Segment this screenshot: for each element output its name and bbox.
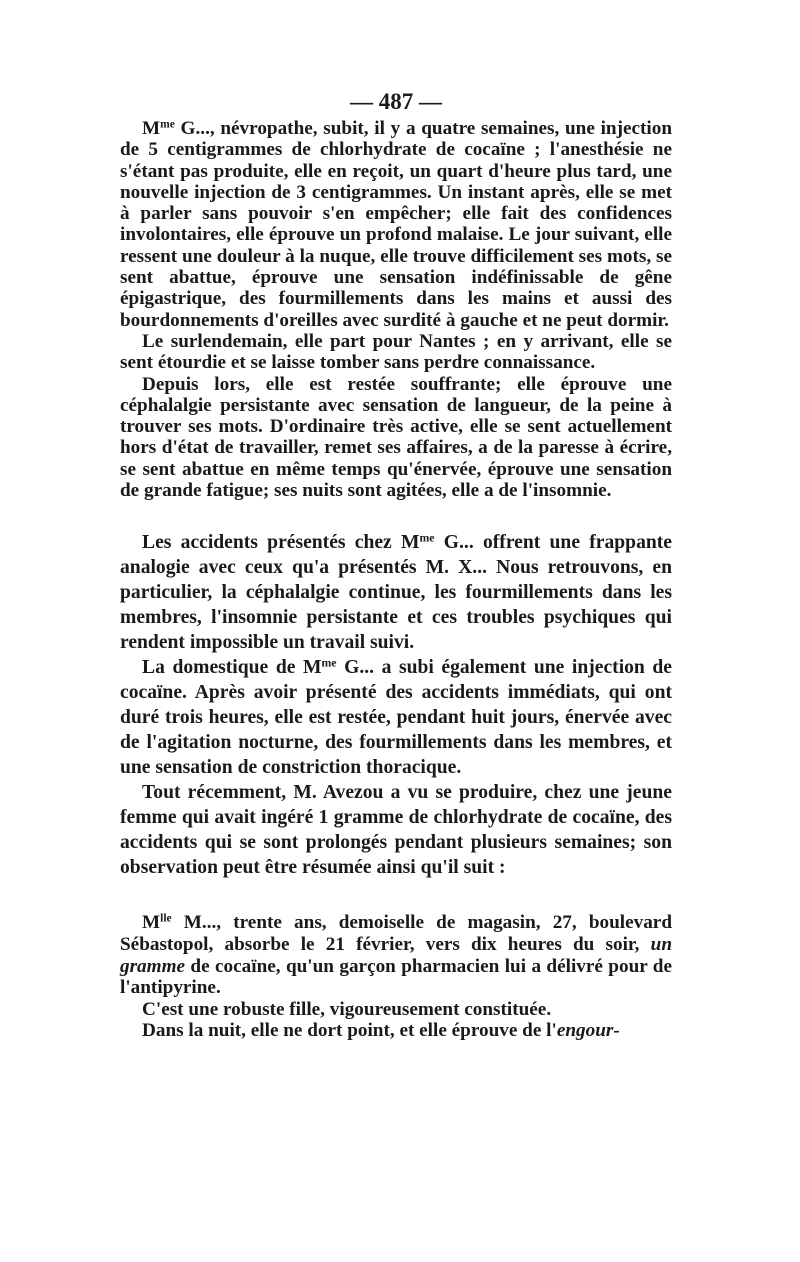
paragraph: Dans la nuit, elle ne dort point, et elle éprouve de l'engour- [142,1020,620,1042]
paragraph: $M^{lle}$ M..., trente ans, demoiselle de magasin, 27, boulevard Sébastopol, absorbe le 21 février, vers dix heures du soir, un gramme de cocaïne, qu'un garçon pharmacien lui a délivré pour de l'antipyrine. [120,912,672,999]
paragraph: Le surlendemain, elle part pour Nantes ; en y arrivant, elle se sent étourdie et se laisse tomber sans perdre connaissance. [120,330,672,374]
paragraph: La domestique de $M^{me}$ G... a subi également une injection de cocaïne. Après avoir présenté des accidents immédiats, qui ont duré trois heures, elle est restée, pendant huit jours, énervée avec de l'agitation nocturne, des fourmillements dans les membres, et une sensation de constriction thoracique. [120,656,672,779]
paragraph: C'est une robuste fille, vigoureusement constituée. [142,998,552,1020]
paragraph: Depuis lors, elle est restée souffrante; elle éprouve une céphalalgie persistante avec sensation de langueur, de la peine à trouver ses mots. D'ordinaire très active, elle se sent actuellement hors d'état de travailler, remet ses affaires, a de la paresse à écrire, se sent abattue en même temps qu'énervée, éprouve une sensation de grande fatigue; ses nuits sont agitées, elle a de l'insomnie. [120,373,672,502]
observation-mme-g [120,118,672,501]
observation-mlle-m [120,912,672,1042]
commentary [120,530,672,880]
book-page [120,86,672,1042]
paragraph: Tout récemment, M. Avezou a vu se produire, chez une jeune femme qui avait ingéré 1 gramme de chlorhydrate de cocaïne, des accidents qui se sont prolongés pendant plusieurs semaines; son observation peut être résumée ainsi qu'il suit : [120,782,672,879]
paragraph: Les accidents présentés chez $M^{me}$ G... offrent une frappante analogie avec ceux qu'a présentés M. X... Nous retrouvons, en particulier, la céphalalgie continue, les fourmillements dans les membres, l'insomnie persistante et ces troubles psychiques qui rendent impossible un travail suivi. [120,531,672,654]
paragraph: $M^{me}$ G..., névropathe, subit, il y a quatre semaines, une injection de 5 centigrammes de chlorhydrate de cocaïne ; l'anesthésie ne s'étant pas produite, elle en reçoit, un quart d'heure plus tard, une nouvelle injection de 3 centigrammes. Un instant après, elle se met à parler sans pouvoir s'en empêcher; elle fait des confidences involontaires, elle éprouve un profond malaise. Le jour suivant, elle ressent une douleur à la nuque, elle trouve difficilement ses mots, se sent abattue, éprouve une sensation indéfinissable de gêne épigastrique, des fourmillements dans les mains et aussi des bourdonnements d'oreilles avec surdité à gauche et ne peut dormir. [120,118,672,331]
page-number: — 487 — [350,89,442,114]
